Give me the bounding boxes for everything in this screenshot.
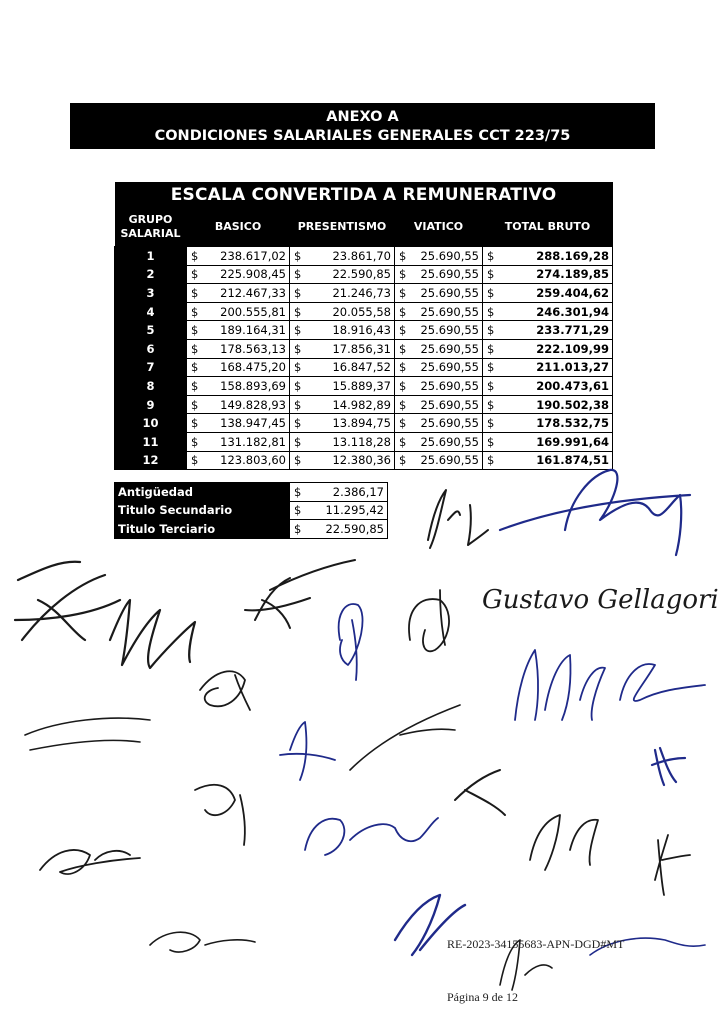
signature — [150, 932, 255, 952]
basico-cell — [187, 414, 290, 433]
signature — [620, 664, 705, 701]
grupo-cell: 4 — [115, 302, 187, 321]
total-cell — [483, 414, 613, 433]
total-value: 274.189,85 — [536, 267, 610, 282]
currency-symbol: $ — [399, 378, 407, 393]
currency-symbol: $ — [294, 397, 302, 412]
viatico-value: 25.690,55 — [420, 397, 479, 412]
basico-value: 178.563,13 — [220, 341, 286, 356]
currency-symbol: $ — [399, 323, 407, 338]
document-id: RE-2023-34155683-APN-DGD#MT — [447, 937, 625, 951]
scale-table-title: ESCALA CONVERTIDA A REMUNERATIVO — [115, 182, 613, 208]
total-value: 200.473,61 — [536, 378, 610, 393]
signature — [339, 604, 363, 680]
currency-symbol: $ — [294, 304, 302, 319]
viatico-cell — [395, 339, 483, 358]
currency-symbol: $ — [294, 434, 302, 449]
extra-label: Titulo Secundario — [115, 501, 290, 520]
basico-cell — [187, 395, 290, 414]
presentismo-value: 13.118,28 — [332, 434, 391, 449]
currency-symbol: $ — [487, 248, 495, 263]
currency-symbol: $ — [487, 323, 495, 338]
currency-symbol: $ — [294, 378, 302, 393]
grupo-cell: 1 — [115, 247, 187, 266]
currency-symbol: $ — [399, 397, 407, 412]
viatico-value: 25.690,55 — [420, 453, 479, 468]
signature — [652, 748, 685, 785]
total-cell — [483, 321, 613, 340]
presentismo-cell — [290, 284, 395, 303]
viatico-value: 25.690,55 — [420, 285, 479, 300]
presentismo-cell — [290, 265, 395, 284]
table-row — [115, 284, 613, 303]
total-value: 169.991,64 — [536, 434, 610, 449]
viatico-cell — [395, 247, 483, 266]
annex-subtitle: CONDICIONES SALARIALES GENERALES CCT 223/75 — [154, 128, 571, 144]
col-header-total: TOTAL BRUTO — [483, 208, 613, 247]
viatico-value: 25.690,55 — [420, 323, 479, 338]
total-cell — [483, 339, 613, 358]
table-row — [115, 302, 613, 321]
total-cell — [483, 377, 613, 396]
basico-cell — [187, 377, 290, 396]
basico-value: 212.467,33 — [220, 285, 286, 300]
presentismo-value: 15.889,37 — [332, 378, 391, 393]
presentismo-value: 14.982,89 — [332, 397, 391, 412]
table-row — [115, 377, 613, 396]
basico-value: 149.828,93 — [220, 397, 286, 412]
currency-symbol: $ — [487, 453, 495, 468]
viatico-value: 25.690,55 — [420, 248, 479, 263]
signature — [40, 850, 140, 874]
currency-symbol: $ — [487, 285, 495, 300]
basico-cell — [187, 247, 290, 266]
signature — [482, 585, 719, 615]
currency-symbol: $ — [487, 341, 495, 356]
currency-symbol: $ — [487, 434, 495, 449]
total-value: 233.771,29 — [536, 323, 610, 338]
grupo-cell: 12 — [115, 451, 187, 470]
total-cell — [483, 358, 613, 377]
currency-symbol: $ — [294, 453, 302, 468]
viatico-value: 25.690,55 — [420, 267, 479, 282]
viatico-cell — [395, 377, 483, 396]
grupo-cell: 11 — [115, 432, 187, 451]
col-header-presentismo: PRESENTISMO — [290, 208, 395, 247]
total-cell — [483, 302, 613, 321]
basico-value: 200.555,81 — [220, 304, 286, 319]
basico-value: 189.164,31 — [220, 323, 286, 338]
handwritten-name: Gustavo Gellagori — [482, 585, 719, 615]
grupo-cell: 8 — [115, 377, 187, 396]
presentismo-cell — [290, 321, 395, 340]
signature — [195, 785, 245, 845]
signature — [15, 562, 195, 668]
grupo-cell: 3 — [115, 284, 187, 303]
signature — [409, 590, 449, 651]
salary-scale-table — [114, 182, 613, 470]
currency-symbol: $ — [399, 267, 407, 282]
viatico-value: 25.690,55 — [420, 341, 479, 356]
presentismo-value: 20.055,58 — [332, 304, 391, 319]
presentismo-value: 12.380,36 — [332, 453, 391, 468]
currency-symbol: $ — [191, 378, 199, 393]
signature — [280, 722, 335, 780]
extra-value: 22.590,85 — [325, 521, 384, 536]
basico-value: 123.803,60 — [220, 453, 286, 468]
col-header-basico: BASICO — [187, 208, 290, 247]
presentismo-cell — [290, 339, 395, 358]
viatico-value: 25.690,55 — [420, 434, 479, 449]
presentismo-value: 21.246,73 — [332, 285, 391, 300]
currency-symbol: $ — [191, 341, 199, 356]
currency-symbol: $ — [399, 285, 407, 300]
viatico-cell — [395, 358, 483, 377]
signature — [25, 718, 150, 750]
basico-cell — [187, 321, 290, 340]
grupo-cell: 5 — [115, 321, 187, 340]
currency-symbol: $ — [191, 416, 199, 431]
currency-symbol: $ — [487, 416, 495, 431]
currency-symbol: $ — [191, 323, 199, 338]
basico-cell — [187, 302, 290, 321]
presentismo-cell — [290, 358, 395, 377]
annex-title: ANEXO A — [326, 109, 399, 125]
currency-symbol: $ — [191, 248, 199, 263]
total-value: 161.874,51 — [536, 453, 610, 468]
extra-label: Antigüedad — [115, 483, 290, 502]
viatico-cell — [395, 284, 483, 303]
basico-value: 138.947,45 — [220, 416, 286, 431]
signature — [305, 818, 438, 855]
viatico-cell — [395, 414, 483, 433]
total-value: 259.404,62 — [536, 285, 610, 300]
currency-symbol: $ — [399, 453, 407, 468]
annex-header — [70, 103, 655, 149]
table-row — [115, 339, 613, 358]
viatico-cell — [395, 321, 483, 340]
viatico-value: 25.690,55 — [420, 378, 479, 393]
currency-symbol: $ — [294, 360, 302, 375]
table-row — [115, 395, 613, 414]
presentismo-value: 18.916,43 — [332, 323, 391, 338]
currency-symbol: $ — [191, 360, 199, 375]
currency-symbol: $ — [487, 304, 495, 319]
currency-symbol: $ — [399, 304, 407, 319]
presentismo-cell — [290, 377, 395, 396]
presentismo-cell — [290, 395, 395, 414]
currency-symbol: $ — [399, 248, 407, 263]
presentismo-value: 22.590,85 — [332, 267, 391, 282]
currency-symbol: $ — [399, 360, 407, 375]
currency-symbol: $ — [294, 248, 302, 263]
signature — [655, 835, 690, 895]
currency-symbol: $ — [294, 484, 302, 499]
viatico-value: 25.690,55 — [420, 416, 479, 431]
basico-value: 225.908,45 — [220, 267, 286, 282]
currency-symbol: $ — [191, 434, 199, 449]
col-header-viatico: VIATICO — [395, 208, 483, 247]
signature — [500, 470, 690, 555]
currency-symbol: $ — [294, 341, 302, 356]
signature — [200, 671, 250, 710]
extra-label: Titulo Terciario — [115, 520, 290, 539]
currency-symbol: $ — [294, 267, 302, 282]
signature — [530, 815, 598, 870]
presentismo-value: 13.894,75 — [332, 416, 391, 431]
basico-value: 238.617,02 — [220, 248, 286, 263]
signature — [350, 705, 460, 770]
table-row — [115, 247, 613, 266]
basico-cell — [187, 358, 290, 377]
table-row — [115, 265, 613, 284]
total-cell — [483, 247, 613, 266]
total-value: 222.109,99 — [536, 341, 610, 356]
presentismo-value: 16.847,52 — [332, 360, 391, 375]
signature — [428, 490, 488, 548]
presentismo-value: 23.861,70 — [332, 248, 391, 263]
currency-symbol: $ — [399, 341, 407, 356]
total-value: 288.169,28 — [536, 248, 610, 263]
currency-symbol: $ — [294, 323, 302, 338]
currency-symbol: $ — [487, 360, 495, 375]
currency-symbol: $ — [191, 453, 199, 468]
currency-symbol: $ — [399, 416, 407, 431]
currency-symbol: $ — [294, 503, 302, 518]
currency-symbol: $ — [191, 267, 199, 282]
presentismo-value: 17.856,31 — [332, 341, 391, 356]
presentismo-cell — [290, 247, 395, 266]
currency-symbol: $ — [399, 434, 407, 449]
basico-cell — [187, 339, 290, 358]
basico-cell — [187, 265, 290, 284]
signature — [515, 650, 605, 720]
currency-symbol: $ — [191, 285, 199, 300]
basico-value: 158.893,69 — [220, 378, 286, 393]
grupo-cell: 10 — [115, 414, 187, 433]
scale-table-header-row — [115, 208, 613, 247]
page-number: Página 9 de 12 — [447, 990, 518, 1004]
grupo-cell: 2 — [115, 265, 187, 284]
viatico-cell — [395, 395, 483, 414]
currency-symbol: $ — [487, 378, 495, 393]
total-value: 246.301,94 — [536, 304, 610, 319]
signature — [245, 560, 355, 628]
table-row — [115, 321, 613, 340]
total-value: 211.013,27 — [536, 360, 610, 375]
total-cell — [483, 284, 613, 303]
col-header-grupo: GRUPO SALARIAL — [115, 208, 187, 247]
currency-symbol: $ — [487, 267, 495, 282]
presentismo-cell — [290, 414, 395, 433]
basico-value: 131.182,81 — [220, 434, 286, 449]
currency-symbol: $ — [191, 304, 199, 319]
basico-value: 168.475,20 — [220, 360, 286, 375]
extra-value: 2.386,17 — [332, 484, 384, 499]
currency-symbol: $ — [294, 285, 302, 300]
viatico-value: 25.690,55 — [420, 360, 479, 375]
presentismo-cell — [290, 302, 395, 321]
currency-symbol: $ — [191, 397, 199, 412]
currency-symbol: $ — [487, 397, 495, 412]
total-value: 178.532,75 — [536, 416, 610, 431]
total-cell — [483, 265, 613, 284]
total-value: 190.502,38 — [536, 397, 610, 412]
signature — [455, 770, 505, 815]
currency-symbol: $ — [294, 416, 302, 431]
viatico-value: 25.690,55 — [420, 304, 479, 319]
basico-cell — [187, 284, 290, 303]
table-row — [115, 414, 613, 433]
grupo-cell: 6 — [115, 339, 187, 358]
grupo-cell: 9 — [115, 395, 187, 414]
extra-value: 11.295,42 — [325, 503, 384, 518]
scale-table-body — [115, 247, 613, 470]
viatico-cell — [395, 302, 483, 321]
viatico-cell — [395, 265, 483, 284]
currency-symbol: $ — [294, 521, 302, 536]
total-cell — [483, 395, 613, 414]
table-row — [115, 358, 613, 377]
grupo-cell: 7 — [115, 358, 187, 377]
